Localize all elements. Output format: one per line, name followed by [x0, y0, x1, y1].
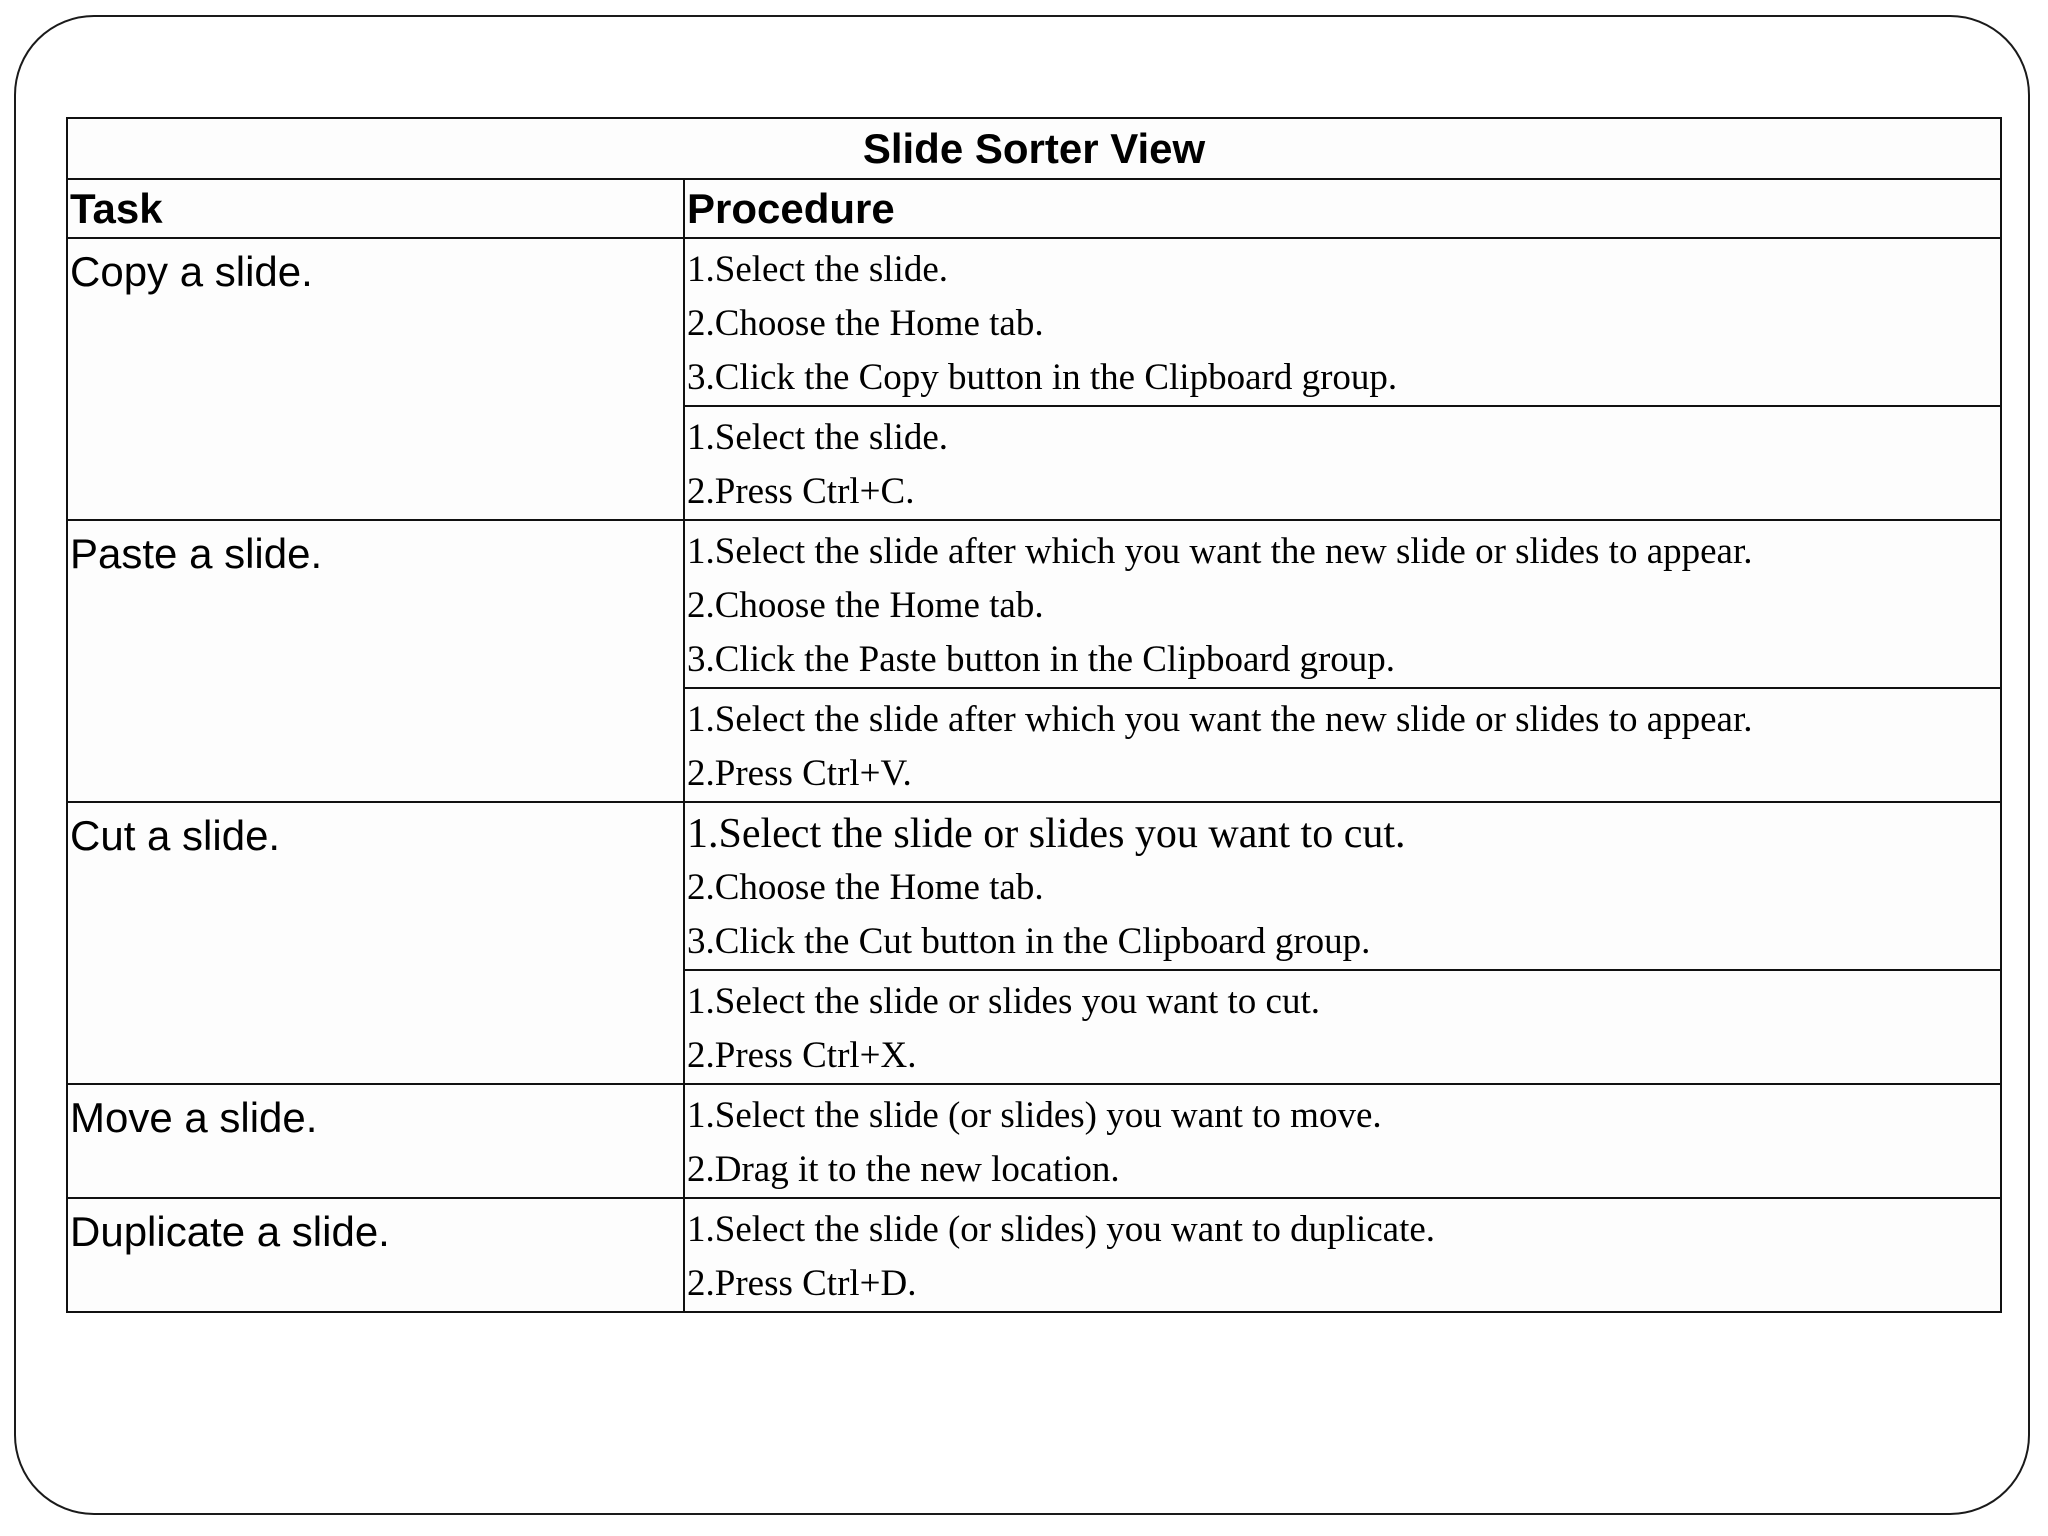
slide-frame — [14, 15, 2030, 1515]
procedure-step: 1.Select the slide (or slides) you want to duplicate. — [687, 1209, 1436, 1250]
procedure-step: 1.Select the slide. — [687, 417, 948, 458]
procedure-step: 2.Choose the Home tab. — [687, 585, 1044, 626]
procedure-step: 1.Select the slide or slides you want to cut. — [687, 811, 1406, 857]
procedure-header: Procedure — [684, 179, 2001, 238]
procedure-step: 3.Click the Copy button in the Clipboard group. — [687, 357, 1398, 398]
title-row — [67, 118, 2001, 179]
procedure-step: 3.Click the Cut button in the Clipboard group. — [687, 921, 1371, 962]
table-row — [67, 1198, 2001, 1312]
procedure-step: 2.Press Ctrl+X. — [687, 1035, 917, 1076]
procedure-cell — [684, 970, 2001, 1084]
procedure-cell — [684, 238, 2001, 406]
task-cell: Duplicate a slide. — [67, 1198, 684, 1312]
procedure-cell — [684, 520, 2001, 688]
procedure-step: 2.Drag it to the new location. — [687, 1149, 1120, 1190]
procedure-cell — [684, 406, 2001, 520]
procedure-step: 3.Click the Paste button in the Clipboard group. — [687, 639, 1396, 680]
procedure-cell — [684, 688, 2001, 802]
procedure-step: 2.Press Ctrl+C. — [687, 471, 915, 512]
procedure-cell — [684, 1084, 2001, 1198]
procedure-step: 1.Select the slide after which you want the new slide or slides to appear. — [687, 699, 1753, 740]
task-header: Task — [67, 179, 684, 238]
procedure-cell — [684, 802, 2001, 970]
procedure-step: 2.Press Ctrl+V. — [687, 753, 912, 794]
table-title: Slide Sorter View — [67, 118, 2001, 179]
procedure-table — [66, 117, 2002, 1313]
table-row — [67, 1084, 2001, 1198]
table-row — [67, 520, 2001, 688]
procedure-step: 1.Select the slide (or slides) you want to move. — [687, 1095, 1382, 1136]
table-row — [67, 802, 2001, 970]
procedure-step: 2.Choose the Home tab. — [687, 867, 1044, 908]
procedure-step: 1.Select the slide or slides you want to cut. — [687, 981, 1320, 1022]
header-row — [67, 179, 2001, 238]
procedure-step: 2.Press Ctrl+D. — [687, 1263, 917, 1304]
task-cell: Paste a slide. — [67, 520, 684, 802]
procedure-step: 1.Select the slide. — [687, 249, 948, 290]
procedure-step: 1.Select the slide after which you want the new slide or slides to appear. — [687, 531, 1753, 572]
task-cell: Copy a slide. — [67, 238, 684, 520]
procedure-cell — [684, 1198, 2001, 1312]
table-row — [67, 238, 2001, 406]
task-cell: Move a slide. — [67, 1084, 684, 1198]
task-cell: Cut a slide. — [67, 802, 684, 1084]
procedure-step: 2.Choose the Home tab. — [687, 303, 1044, 344]
